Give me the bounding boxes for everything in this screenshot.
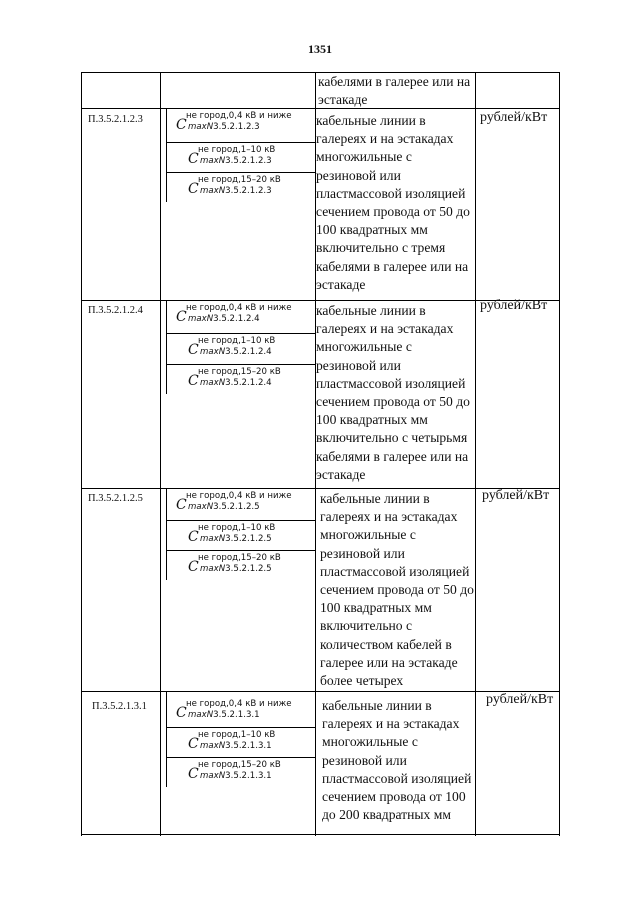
formula-subscript <box>188 122 260 132</box>
formula-separator <box>166 520 315 521</box>
formula-symbol: C <box>188 559 199 575</box>
formula-symbol: C <box>176 309 187 325</box>
formula-subscript-variable: maxN <box>200 347 226 357</box>
formula-symbol: C <box>188 736 199 752</box>
item-code: П.3.5.2.1.2.4 <box>88 305 143 316</box>
formula-subscript-variable: maxN <box>188 122 214 132</box>
formula-separator <box>166 142 315 143</box>
description: кабельные линии в галереях и на эстакадах многожильные с резиновой или пластмассовой изоляцией сечением провода от 50 до 100 квадратных мм включительно с количеством кабелей в галерее или на эстакаде более четырех <box>320 491 474 689</box>
formula-superscript: не город,0,4 кВ и ниже <box>186 111 292 121</box>
formula-symbol: C <box>188 766 199 782</box>
formula-subscript-variable: maxN <box>188 710 214 720</box>
item-code: П.3.5.2.1.3.1 <box>92 701 147 712</box>
formula-subscript-variable: maxN <box>200 378 226 388</box>
item-code: П.3.5.2.1.2.5 <box>88 493 143 504</box>
formula-column-edge <box>166 691 167 787</box>
formula-column-edge <box>166 108 167 202</box>
page-number: 1351 <box>308 42 332 56</box>
formula-symbol: C <box>176 705 187 721</box>
border-right <box>559 72 560 836</box>
formula-subscript <box>200 156 272 166</box>
formula-symbol: C <box>188 151 199 167</box>
formula-superscript: не город,0,4 кВ и ниже <box>186 303 292 313</box>
formula-superscript: не город,0,4 кВ и ниже <box>186 699 292 709</box>
formula-superscript: не город,1–10 кВ <box>198 523 276 533</box>
formula-subscript-variable: maxN <box>200 156 226 166</box>
border-left <box>81 72 82 836</box>
formula-superscript: не город,15–20 кВ <box>198 367 281 377</box>
item-code: П.3.5.2.1.2.3 <box>88 114 143 125</box>
formula-separator <box>166 757 315 758</box>
formula-column-edge <box>166 488 167 580</box>
formula-subscript-code: 3.5.2.1.3.1 <box>225 771 272 781</box>
formula-symbol: C <box>176 117 187 133</box>
formula-column-edge <box>166 300 167 394</box>
formula-subscript <box>200 378 272 388</box>
formula-subscript-variable: maxN <box>200 186 226 196</box>
col-divider-1 <box>160 72 161 836</box>
description: кабельные линии в галереях и на эстакадах многожильные с резиновой или пластмассовой изоляцией сечением провода от 100 до 200 квадратных мм <box>322 698 472 823</box>
formula-subscript-variable: maxN <box>200 564 226 574</box>
formula-subscript <box>188 710 260 720</box>
formula-subscript-code: 3.5.2.1.2.3 <box>225 186 272 196</box>
formula-subscript-variable: maxN <box>188 314 214 324</box>
formula-subscript <box>200 186 272 196</box>
formula-superscript: не город,1–10 кВ <box>198 336 276 346</box>
formula-symbol: C <box>188 181 199 197</box>
formula-separator <box>166 364 315 365</box>
formula-subscript-code: 3.5.2.1.2.4 <box>213 314 260 324</box>
formula-subscript <box>200 347 272 357</box>
formula-superscript: не город,1–10 кВ <box>198 145 276 155</box>
formula-subscript <box>200 534 272 544</box>
formula-subscript-code: 3.5.2.1.2.3 <box>213 122 260 132</box>
unit-label: рублей/кВт <box>480 298 548 313</box>
formula-superscript: не город,15–20 кВ <box>198 175 281 185</box>
unit-label: рублей/кВт <box>480 110 548 125</box>
formula-subscript-code: 3.5.2.1.2.4 <box>225 378 272 388</box>
formula-subscript <box>200 564 272 574</box>
formula-subscript-code: 3.5.2.1.3.1 <box>213 710 260 720</box>
formula-subscript-code: 3.5.2.1.2.4 <box>225 347 272 357</box>
formula-separator <box>166 550 315 551</box>
formula-separator <box>166 727 315 728</box>
formula-subscript-variable: maxN <box>188 502 214 512</box>
formula-superscript: не город,15–20 кВ <box>198 553 281 563</box>
border-bottom <box>81 834 559 835</box>
formula-superscript: не город,0,4 кВ и ниже <box>186 491 292 501</box>
formula-symbol: C <box>176 497 187 513</box>
formula-subscript-variable: maxN <box>200 741 226 751</box>
formula-separator <box>166 333 315 334</box>
formula-subscript-code: 3.5.2.1.2.5 <box>225 534 272 544</box>
formula-subscript <box>200 771 272 781</box>
formula-superscript: не город,1–10 кВ <box>198 730 276 740</box>
formula-subscript-variable: maxN <box>200 771 226 781</box>
formula-subscript <box>188 314 260 324</box>
formula-symbol: C <box>188 529 199 545</box>
formula-subscript-code: 3.5.2.1.3.1 <box>225 741 272 751</box>
description: кабельные линии в галереях и на эстакадах многожильные с резиновой или пластмассовой изоляцией сечением провода от 50 до 100 квадратных мм включительно с тремя кабелями в галерее или на эстакаде <box>316 113 470 292</box>
formula-superscript: не город,15–20 кВ <box>198 760 281 770</box>
formula-subscript <box>188 502 260 512</box>
formula-subscript-variable: maxN <box>200 534 226 544</box>
formula-subscript-code: 3.5.2.1.2.5 <box>225 564 272 574</box>
formula-subscript-code: 3.5.2.1.2.3 <box>225 156 272 166</box>
formula-subscript <box>200 741 272 751</box>
formula-subscript-code: 3.5.2.1.2.5 <box>213 502 260 512</box>
description: кабельные линии в галереях и на эстакадах многожильные с резиновой или пластмассовой изоляцией сечением провода от 50 до 100 квадратных мм включительно с четырьмя кабелями в галерее или на эстакаде <box>316 303 470 482</box>
unit-label: рублей/кВт <box>486 692 554 707</box>
formula-symbol: C <box>188 342 199 358</box>
unit-label: рублей/кВт <box>482 488 550 503</box>
continuation-text: кабелями в галерее или на эстакаде <box>318 74 471 108</box>
formula-symbol: C <box>188 373 199 389</box>
formula-separator <box>166 172 315 173</box>
